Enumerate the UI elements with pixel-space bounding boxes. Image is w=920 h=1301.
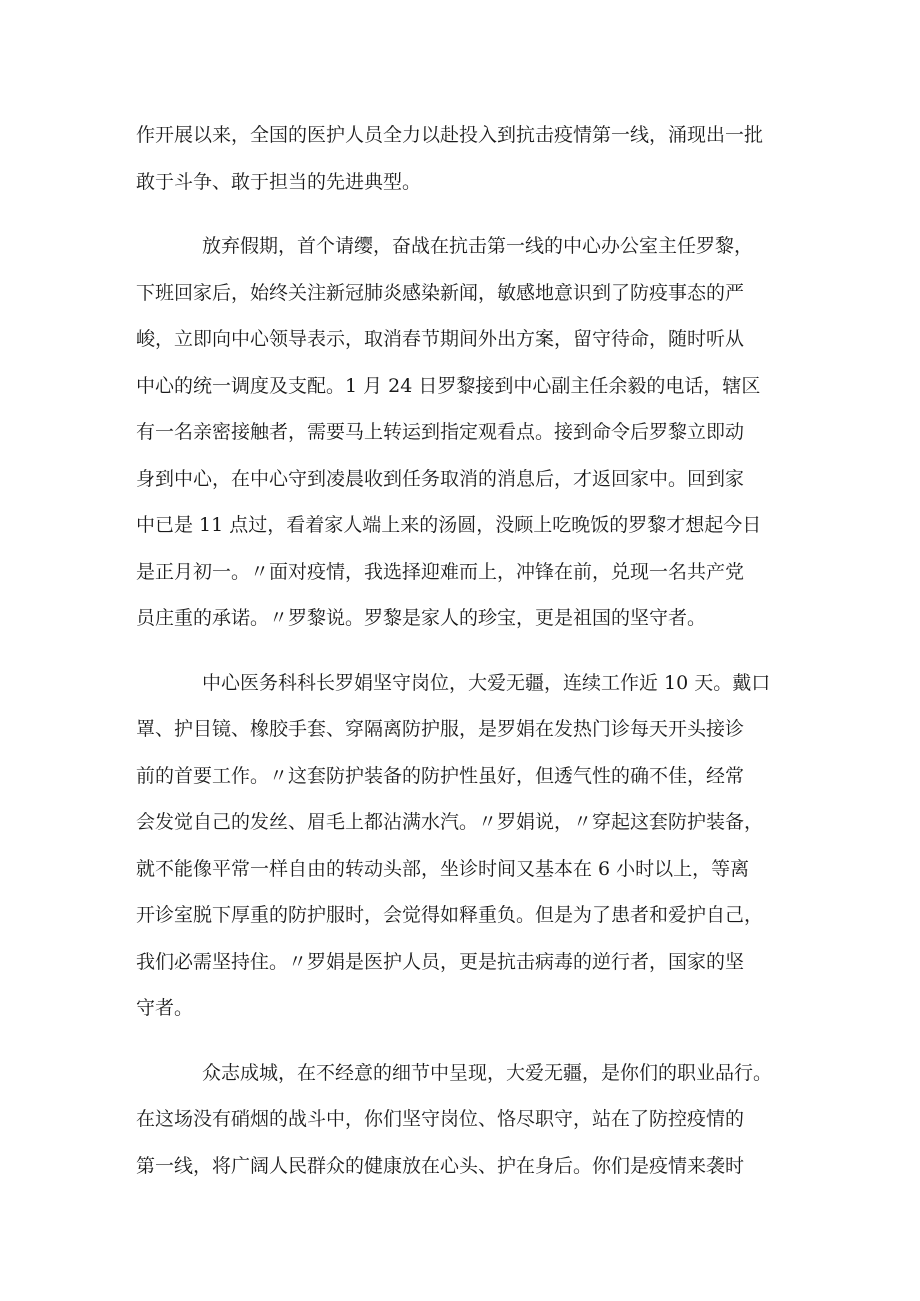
text-line: 下班回家后，始终关注新冠肺炎感染新闻，敏感地意识到了防疫事态的严 [136,281,745,304]
text-line: 作开展以来，全国的医护人员全力以赴投入到抗击疫情第一线，涌现出一批 [136,124,764,146]
text-line: 守者。 [136,997,194,1019]
text-line: 前的首要工作。〃这套防护装备的防护性虽好，但透气性的确不佳，经常 [136,764,745,787]
text-line: 第一线，将广阔人民群众的健康放在心头、护在身后。你们是疫情来袭时 [136,1154,745,1177]
document-body [136,112,806,1189]
text-line: 开诊室脱下厚重的防护服时，会觉得如释重负。但是为了患者和爱护自己， [136,904,764,926]
text-line: 中已是 11 点过，看着家人端上来的汤圆，没顾上吃晚饭的罗黎才想起今日 [136,514,762,536]
text-line: 我们必需坚持住。〃罗娟是医护人员，更是抗击病毒的逆行者，国家的坚 [136,950,745,973]
text-line: 就不能像平常一样自由的转动头部，坐诊时间又基本在 6 小时以上，等离 [136,857,750,880]
text-line: 中心医务科科长罗娟坚守岗位，大爱无疆，连续工作近 10 天。戴口 [202,671,771,694]
text-line: 会发觉自己的发丝、眉毛上都沾满水汽。〃罗娟说，〃穿起这套防护装备， [136,811,764,833]
text-line: 员庄重的承诺。〃罗黎说。罗黎是家人的珍宝，更是祖国的坚守者。 [136,607,707,629]
text-line: 峻，立即向中心领导表示，取消春节期间外出方案，留守待命，随时听从 [136,328,745,350]
text-line: 是正月初一。〃面对疫情，我选择迎难而上，冲锋在前，兑现一名共产党 [136,560,745,583]
text-line: 身到中心，在中心守到凌晨收到任务取消的消息后，才返回家中。回到家 [136,467,745,490]
text-line: 在这场没有硝烟的战斗中，你们坚守岗位、恪尽职守，站在了防控疫情的 [136,1108,745,1130]
text-line: 敢于斗争、敢于担当的先进典型。 [136,170,422,193]
text-line: 有一名亲密接触者，需要马上转运到指定观看点。接到命令后罗黎立即动 [136,421,745,443]
text-line: 罩、护目镜、橡胶手套、穿隔离防护服，是罗娟在发热门诊每天开头接诊 [136,718,745,740]
text-line: 放弃假期，首个请缨，奋战在抗击第一线的中心办公室主任罗黎， [202,235,754,257]
text-line: 众志成城，在不经意的细节中呈现，大爱无疆，是你们的职业品行。 [202,1061,773,1084]
text-line: 中心的统一调度及支配。1 月 24 日罗黎接到中心副主任余毅的电话，辖区 [136,374,761,397]
